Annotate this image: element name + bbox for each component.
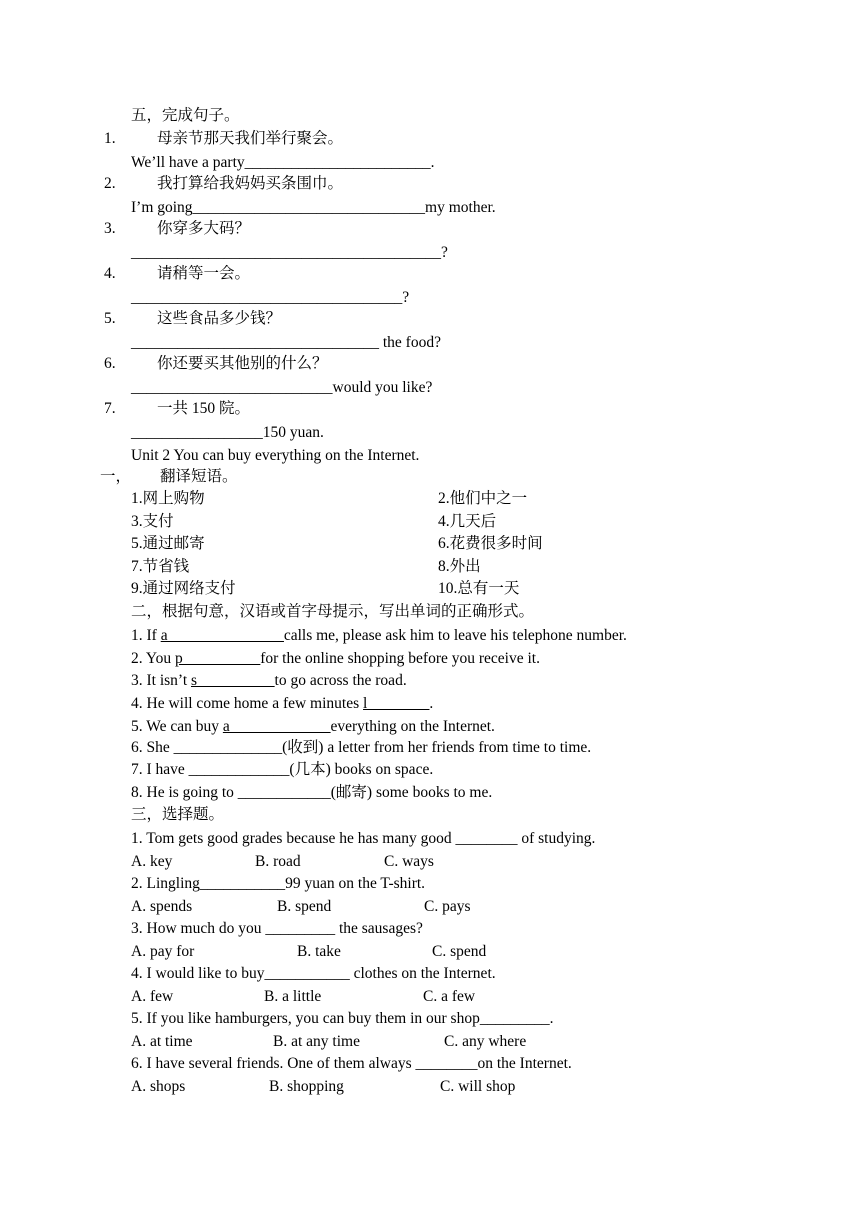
chinese-prompt: 我打算给我妈妈买条围巾。	[157, 175, 344, 192]
option-c: C. any where	[444, 1033, 527, 1050]
item-number: 4.	[104, 265, 116, 282]
option-b: B. spend	[277, 898, 332, 915]
question-text: 3. How much do you _________ the sausages?	[131, 920, 423, 937]
phrase-item: 6.花费很多时间	[438, 535, 543, 552]
english-answer-line: _________________150 yuan.	[131, 424, 324, 441]
phrase-item: 10.总有一天	[438, 580, 520, 597]
item-number: 6.	[104, 355, 116, 372]
item-number: 5.	[104, 310, 116, 327]
section-2-heading: 二，根据句意，汉语或首字母提示，写出单词的正确形式。	[131, 603, 535, 620]
question-text: 2. Lingling___________99 yuan on the T-shirt.	[131, 875, 426, 892]
section-3-heading: 三，选择题。	[131, 806, 225, 823]
hint-blank: a_____________	[222, 718, 331, 735]
english-answer-line: I’m going______________________________my mother.	[131, 199, 496, 216]
option-b: B. at any time	[273, 1033, 360, 1050]
fill-in-sentence: 1. If a_______________calls me, please ask him to leave his telephone number.	[131, 627, 627, 644]
phrase-item: 1.网上购物	[131, 490, 205, 507]
hint-blank: p__________	[174, 650, 261, 667]
chinese-prompt: 这些食品多少钱？	[157, 310, 282, 327]
option-c: C. a few	[423, 988, 476, 1005]
phrase-item: 3.支付	[131, 513, 174, 530]
chinese-prompt: 母亲节那天我们举行聚会。	[157, 130, 344, 147]
fill-in-sentence: 5. We can buy a_____________everything on the Internet.	[131, 718, 495, 735]
item-number: 1.	[104, 130, 116, 147]
option-c: C. pays	[424, 898, 471, 915]
option-b: B. road	[255, 853, 301, 870]
item-number: 7.	[104, 400, 116, 417]
unit-title: Unit 2 You can buy everything on the Internet.	[131, 447, 420, 464]
question-text: 4. I would like to buy___________ clothes on the Internet.	[131, 965, 496, 982]
english-answer-line: ___________________________________?	[131, 289, 410, 306]
phrase-item: 5.通过邮寄	[131, 535, 205, 552]
fill-in-sentence: 2. You p__________for the online shopping before you receive it.	[131, 650, 540, 667]
question-text: 6. I have several friends. One of them always ________on the Internet.	[131, 1055, 572, 1072]
question-text: 5. If you like hamburgers, you can buy them in our shop_________.	[131, 1010, 554, 1027]
hint-blank: l________	[363, 695, 430, 712]
english-answer-line: We’ll have a party________________________.	[131, 154, 435, 171]
option-c: C. ways	[384, 853, 434, 870]
phrase-item: 8.外出	[438, 558, 481, 575]
english-answer-line: ________________________________________?	[131, 244, 448, 261]
fill-in-sentence: 7. I have _____________(几本) books on space.	[131, 761, 434, 778]
phrase-item: 2.他们中之一	[438, 490, 528, 507]
option-a: A. few	[131, 988, 174, 1005]
section-1-number: 一，	[100, 468, 132, 485]
phrase-item: 7.节省钱	[131, 558, 190, 575]
chinese-prompt: 你还要买其他别的什么？	[157, 355, 328, 372]
option-a: A. key	[131, 853, 173, 870]
option-a: A. pay for	[131, 943, 195, 960]
chinese-prompt: 请稍等一会。	[157, 265, 251, 282]
question-text: 1. Tom gets good grades because he has many good ________ of studying.	[131, 830, 596, 847]
option-c: C. will shop	[440, 1078, 516, 1095]
hint-blank: s__________	[191, 672, 275, 689]
option-a: A. shops	[131, 1078, 186, 1095]
phrase-item: 4.几天后	[438, 513, 497, 530]
option-c: C. spend	[432, 943, 487, 960]
section-5-heading: 五，完成句子。	[131, 107, 240, 124]
hint-blank: a_______________	[160, 627, 284, 644]
option-b: B. shopping	[269, 1078, 344, 1095]
fill-in-sentence: 3. It isn’t s__________to go across the road.	[131, 672, 407, 689]
english-answer-line: __________________________would you like?	[131, 379, 433, 396]
option-a: A. spends	[131, 898, 193, 915]
option-b: B. a little	[264, 988, 322, 1005]
option-b: B. take	[297, 943, 341, 960]
english-answer-line: ________________________________ the food?	[131, 334, 441, 351]
chinese-prompt: 你穿多大码？	[157, 220, 251, 237]
fill-in-sentence: 6. She ______________(收到) a letter from her friends from time to time.	[131, 739, 592, 756]
option-a: A. at time	[131, 1033, 193, 1050]
item-number: 3.	[104, 220, 116, 237]
phrase-item: 9.通过网络支付	[131, 580, 236, 597]
section-1-heading: 翻译短语。	[160, 468, 238, 485]
item-number: 2.	[104, 175, 116, 192]
fill-in-sentence: 8. He is going to ____________(邮寄) some books to me.	[131, 784, 493, 801]
fill-in-sentence: 4. He will come home a few minutes l________.	[131, 695, 434, 712]
chinese-prompt: 一共 150 院。	[157, 400, 251, 417]
